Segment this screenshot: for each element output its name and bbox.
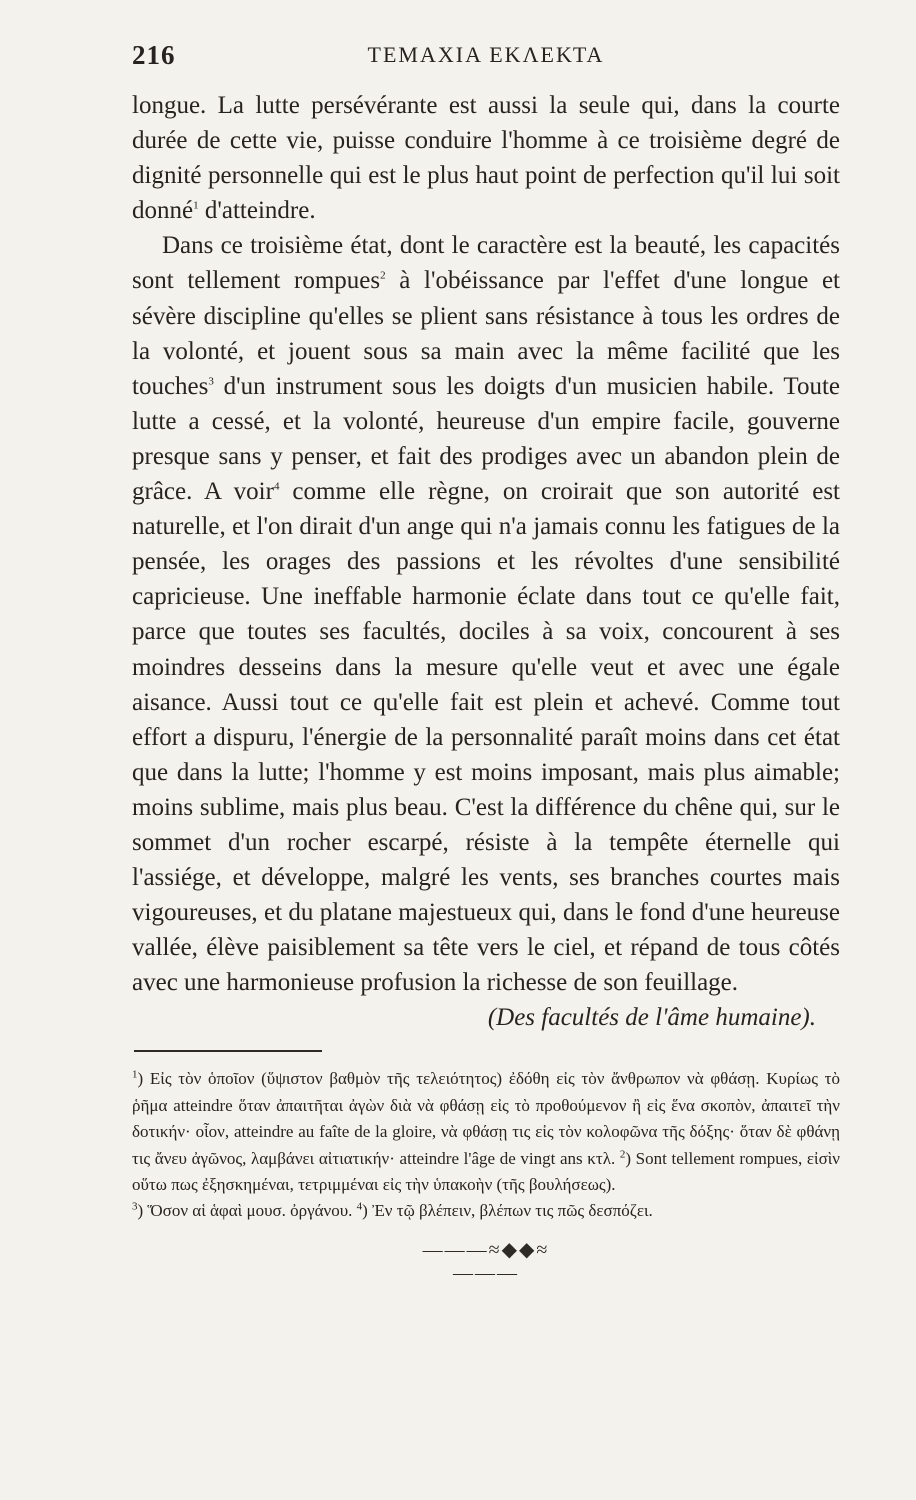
footnotes	[132, 1066, 840, 1224]
page-header	[132, 32, 840, 82]
paragraph-2-text-a: Dans ce troisième état, dont le caractère est la beauté, les capacités sont tellement rompues	[132, 232, 840, 295]
footnote-ref-4: 4	[273, 480, 280, 493]
footnote-2-text-b: Sont tellement rompues	[635, 1148, 798, 1168]
paragraph-2-text-c: d'un instrument sous les doigts d'un musicien habile. Toute lutte a cessé, et la volonté, heureuse d'un empire facile, gouverne presque sans y penser, et fait des prodiges avec un abandon plein de grâce. A voir	[132, 372, 840, 506]
paragraph-2-text-d: comme elle règne, on croirait que son autorité est naturelle, et l'on dirait d'un ange qui n'a jamais connu les fatigues de la pensée, les orages des passions et les révoltes d'une sensibilité capricieuse. Une ineffable harmonie éclate dans tout ce qu'elle fait, parce que toutes ses facultés, dociles à sa voix, concourent à ses moindres desseins dans la mesure qu'elle veut et avec une égale aisance. Aussi tout ce qu'elle fait est plein et achevé. Comme tout effort a dispuru, l'énergie de la personnalité paraît moins dans cet état que dans la lutte; l'homme y est moins imposant, mais plus aimable; moins sublime, mais plus beau. C'est la différence du chêne qui, sur le sommet d'un rocher escarpé, résiste à la tempête éternelle qui l'assiége, et développe, malgré les vents, ses branches courtes mais vigoureuses, et du platane majestueux qui, dans le fond d'une heureuse vallée, élève paisiblement sa tête vers le ciel, et répand de tous côtés avec une harmonieuse profusion la richesse de son feuillage.	[132, 478, 840, 997]
footnote-block-2	[132, 1198, 840, 1224]
footnote-1-text-b: atteindre	[173, 1095, 233, 1115]
footnote-1-text-f: atteindre l'âge de vingt ans	[399, 1148, 583, 1168]
footnote-4-marker: 4	[356, 1200, 363, 1213]
paragraph-1	[132, 88, 840, 228]
paragraph-1-text-a: longue. La lutte persévérante est aussi la seule qui, dans la courte durée de cette vie, puisse conduire l'homme à ce troisième degré de dignité personnelle qui est le plus haut point de perfection qu'il lui soit donné	[132, 92, 840, 225]
book-page	[132, 32, 840, 1285]
paragraph-1-text-b: d'atteindre.	[198, 197, 316, 225]
footnote-3-text: ) Ὅσον αἱ ἁφαὶ μουσ. ὀργάνου.	[137, 1201, 357, 1221]
footnote-ref-1: 1	[193, 199, 199, 212]
paragraph-2	[132, 228, 840, 1000]
footnote-3-marker: 3	[132, 1200, 138, 1213]
footnote-1-text-d: atteindre au faîte de la gloire	[233, 1122, 432, 1142]
footnote-2-text-c: , εἰσὶν οὕτω πως ἐξησκημέναι, τετριμμέναι εἰς τὴν ὑπακοὴν (τῆς βουλήσεως).	[132, 1148, 840, 1195]
tail-ornament: ———≈◆◆≈———	[422, 1238, 550, 1284]
source-attribution: (Des facultés de l'âme humaine).	[487, 1004, 816, 1032]
footnote-block	[132, 1066, 840, 1198]
footnote-1-marker: 1	[132, 1068, 138, 1081]
footnote-1-text-g: κτλ.	[582, 1148, 620, 1168]
footnote-ref-3: 3	[208, 375, 214, 388]
footnote-2-text-a: )	[625, 1148, 636, 1168]
running-title: ΤΕΜΑΧΙΑ ΕΚΛΕΚΤΑ	[367, 42, 605, 67]
footnote-1-text-c: ὅταν ἀπαιτῆται ἀγὼν διὰ νὰ φθάσῃ εἰς τὸ προθούμενον ἢ εἰς ἕνα σκοπὸν, ἀπαιτεῖ τὴν δοτικήν· οἷον,	[132, 1095, 840, 1142]
footnote-2-marker: 2	[619, 1148, 626, 1160]
footnote-4-text: ) Ἐν τῷ βλέπειν, βλέπων τις πῶς δεσπόζει.	[362, 1201, 653, 1221]
main-text	[132, 88, 840, 1036]
footnote-ref-2: 2	[380, 270, 386, 283]
footnote-1-text-a: ) Εἰς τὸν ὁποῖον (ὕψιστον βαθμὸν τῆς τελειότητος) ἐδόθη εἰς τὸν ἄνθρωπον νὰ φθάσῃ. Κυρίως τὸ ῥῆμα	[132, 1069, 840, 1115]
page-number: 216	[132, 40, 176, 70]
paragraph-2-text-b: à l'obéissance par l'effet d'une longue et sévère discipline qu'elles se plient sans résistance à tous les ordres de la volonté, et jouent sous sa main avec la même facilité que les touches	[132, 267, 840, 400]
footnote-1-text-e: , νὰ φθάσῃ τις εἰς τὸν κολοφῶνα τῆς δόξης· ὅταν δὲ φθάνῃ τις ἄνευ ἀγῶνος, λαμβάνει αἰτιατικήν·	[132, 1122, 840, 1168]
footnote-divider	[134, 1050, 322, 1052]
